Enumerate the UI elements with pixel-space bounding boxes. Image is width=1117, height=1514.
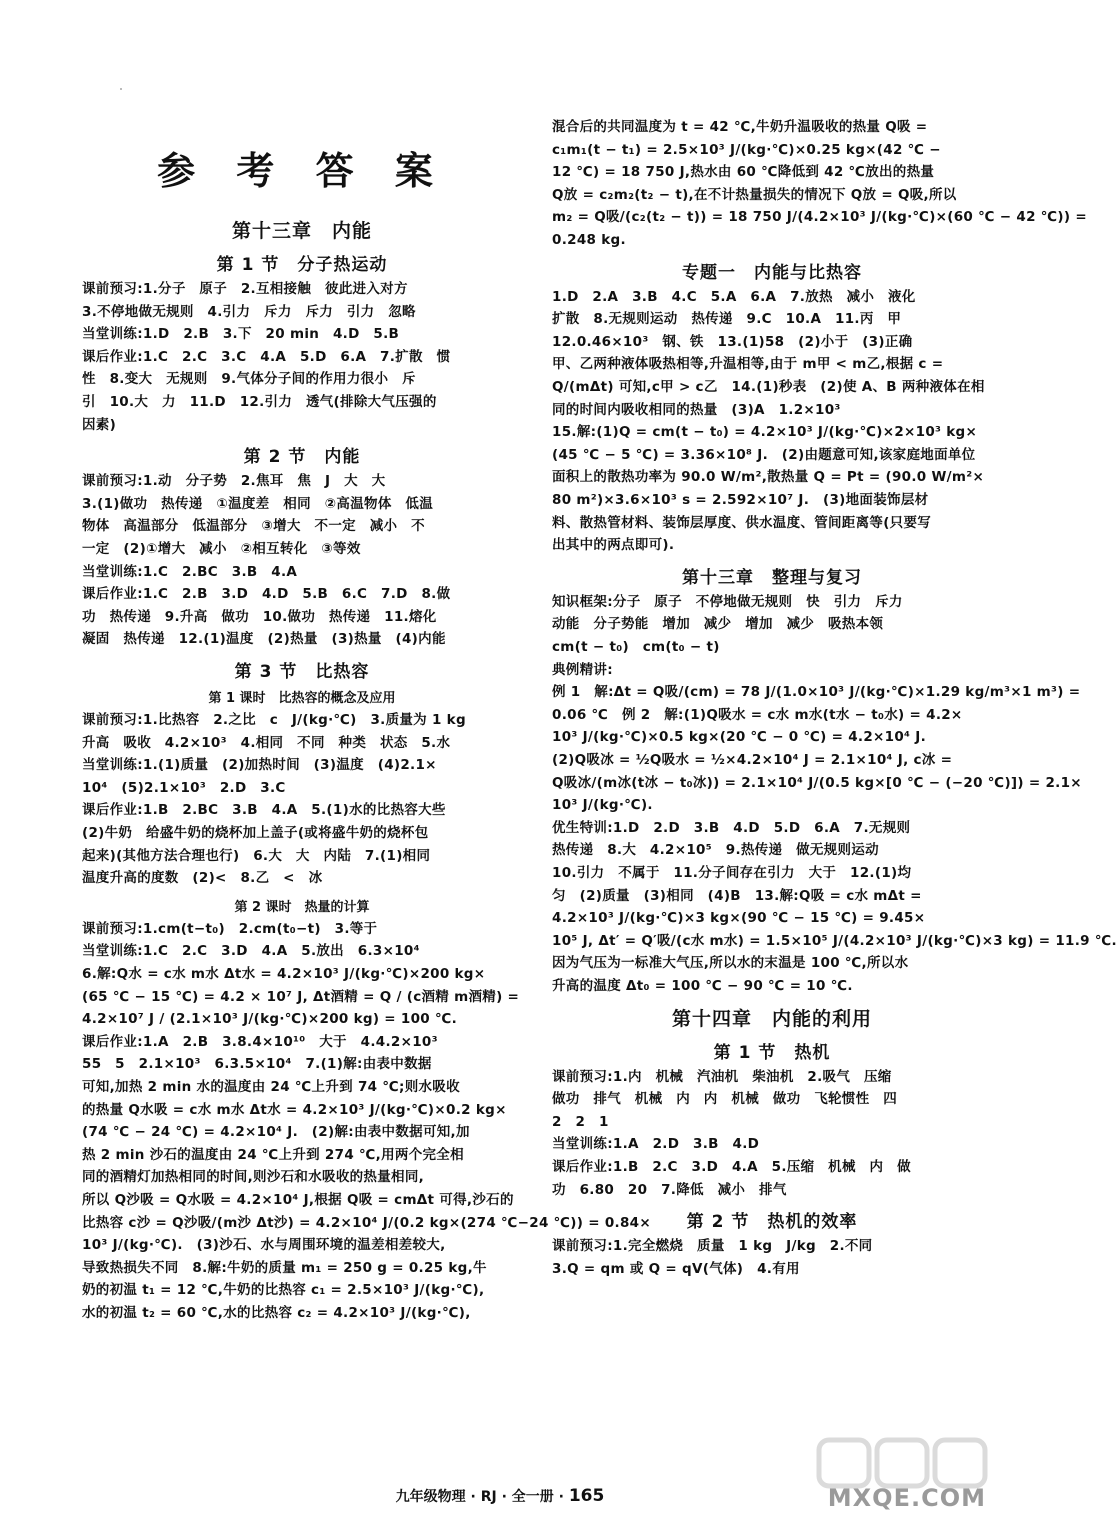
answer-line: 10⁵ J, Δt′ = Q′吸/(c水 m水) = 1.5×10⁵ J/(4.2×10³ J/(kg·℃)×3 kg) = 11.9 ℃. bbox=[552, 932, 1117, 949]
answer-line: 料、散热管材料、装饰层厚度、供水温度、管间距离等(只要写 bbox=[552, 514, 932, 531]
answer-line: 3.Q = qm 或 Q = qV(气体) 4.有用 bbox=[552, 1260, 800, 1277]
answer-line: 课前预习:1.cm(t−t₀) 2.cm(t₀−t) 3.等于 bbox=[82, 920, 378, 937]
section-heading: 专题一 内能与比热容 bbox=[682, 262, 862, 283]
answer-line: 12 ℃) = 18 750 J,热水由 60 ℃降低到 42 ℃放出的热量 bbox=[552, 164, 935, 181]
answer-line: 4.2×10⁷ J / (2.1×10³ J/(kg·℃)×200 kg) = 100 ℃. bbox=[82, 1011, 458, 1028]
answer-line: 功 热传递 9.升高 做功 10.做功 热传递 11.熔化 bbox=[82, 608, 437, 625]
answer-line: 当堂训练:1.D 2.B 3.下 20 min 4.D 5.B bbox=[82, 326, 400, 343]
answer-line: 同的酒精灯加热相同的时间,则沙石和水吸收的热量相同, bbox=[82, 1169, 425, 1186]
answer-line: 可知,加热 2 min 水的温度由 24 ℃上升到 74 ℃;则水吸收 bbox=[82, 1078, 460, 1095]
answer-line: 所以 Q沙吸 = Q水吸 = 4.2×10⁴ J,根据 Q吸 = cmΔt 可得,沙石的 bbox=[82, 1191, 514, 1208]
answer-text-block bbox=[82, 278, 522, 436]
answer-line: 课前预习:1.完全燃烧 质量 1 kg J/kg 2.不同 bbox=[552, 1238, 873, 1255]
answer-line: 凝固 热传递 12.(1)温度 (2)热量 (3)热量 (4)内能 bbox=[82, 631, 446, 648]
answer-line: 课后作业:1.B 2.BC 3.B 4.A 5.(1)水的比热容大些 bbox=[82, 802, 446, 819]
page-title: 参 考 答 案 bbox=[157, 148, 447, 193]
answer-line: 课前预习:1.内 机械 汽油机 柴油机 2.吸气 压缩 bbox=[552, 1068, 892, 1085]
answer-line: 匀 (2)质量 (3)相同 (4)B 13.解:Q吸 = c水 mΔt = bbox=[552, 887, 922, 904]
answer-line: 升高的温度 Δt₀ = 100 ℃ − 90 ℃ = 10 ℃. bbox=[552, 977, 853, 994]
answer-line: 当堂训练:1.C 2.BC 3.B 4.A bbox=[82, 563, 298, 580]
answer-line: 起来)(其他方法合理也行) 6.大 大 内陆 7.(1)相同 bbox=[82, 847, 431, 864]
chapter-heading: 第十四章 内能的利用 bbox=[671, 1007, 872, 1030]
answer-line: 导致热损失不同 8.解:牛奶的质量 m₁ = 250 g = 0.25 kg,牛 bbox=[82, 1259, 487, 1276]
answer-line: Q吸冰/(m冰(t冰 − t₀冰)) = 2.1×10⁴ J/(0.5 kg×[0 ℃ − (−20 ℃)]) = 2.1× bbox=[552, 774, 1082, 791]
answer-line: 55 5 2.1×10³ 6.3.5×10⁴ 7.(1)解:由表中数据 bbox=[82, 1056, 432, 1073]
answer-line: 同的时间内吸收相同的热量 (3)A 1.2×10³ bbox=[552, 401, 841, 418]
answer-line: 课后作业:1.A 2.B 3.8.4×10¹⁰ 大于 4.4.2×10³ bbox=[82, 1033, 438, 1050]
answer-line: 课前预习:1.分子 原子 2.互相接触 彼此进入对方 bbox=[82, 281, 408, 297]
answer-line: 奶的初温 t₁ = 12 ℃,牛奶的比热容 c₁ = 2.5×10³ J/(kg·℃), bbox=[82, 1282, 485, 1299]
answer-text-block bbox=[82, 709, 522, 890]
answer-line: 一定 (2)①增大 减小 ②相互转化 ③等效 bbox=[82, 540, 361, 557]
answer-line: 动能 分子势能 增加 减少 增加 减少 吸热本领 bbox=[552, 616, 884, 633]
answer-line: 的热量 Q水吸 = c水 m水 Δt水 = 4.2×10³ J/(kg·℃)×0.2 kg× bbox=[82, 1101, 507, 1118]
answer-line: (2)Q吸冰 = ½Q吸水 = ½×4.2×10⁴ J = 2.1×10⁴ J, c冰 = bbox=[552, 751, 953, 768]
answer-line: 80 m²)×3.6×10³ s = 2.592×10⁷ J. (3)地面装饰层材 bbox=[552, 491, 929, 508]
answer-line: 温度升高的度数 (2)< 8.乙 < 冰 bbox=[82, 870, 323, 887]
answer-text-block bbox=[552, 286, 992, 557]
answer-line: 2 2 1 bbox=[552, 1113, 609, 1130]
answer-line: 水的初温 t₂ = 60 ℃,水的比热容 c₂ = 4.2×10³ J/(kg·℃), bbox=[82, 1304, 471, 1321]
answer-line: Q/(mΔt) 可知,c甲 > c乙 14.(1)秒表 (2)使 A、B 两种液体在相 bbox=[552, 378, 985, 395]
answer-line: (74 ℃ − 24 ℃) = 4.2×10⁴ J. (2)解:由表中数据可知,加 bbox=[82, 1124, 470, 1141]
answer-text-block bbox=[552, 1235, 992, 1280]
answer-line: 10³ J/(kg·℃). bbox=[552, 797, 653, 814]
answer-line: 10³ J/(kg·℃)×0.5 kg×(20 ℃ − 0 ℃) = 4.2×10⁴ J. bbox=[552, 729, 927, 746]
answer-line: 升高 吸收 4.2×10³ 4.相同 不同 种类 状态 5.水 bbox=[82, 734, 451, 751]
answer-line: cm(t − t₀) cm(t₀ − t) bbox=[552, 638, 720, 655]
lesson-heading: 第 2 课时 热量的计算 bbox=[234, 899, 370, 915]
answer-line: 15.解:(1)Q = cm(t − t₀) = 4.2×10³ J/(kg·℃)×2×10³ kg× bbox=[552, 424, 978, 441]
answer-line: 做功 排气 机械 内 内 机械 做功 飞轮惯性 四 bbox=[552, 1091, 897, 1108]
answer-line: 课后作业:1.C 2.C 3.C 4.A 5.D 6.A 7.扩散 惯 bbox=[82, 348, 451, 365]
section-heading: 第 1 节 热机 bbox=[713, 1042, 831, 1063]
answer-line: 10³ J/(kg·℃). (3)沙石、水与周围环境的温差相差较大, bbox=[82, 1237, 446, 1254]
answer-text-block bbox=[82, 470, 522, 651]
answer-line: 4.2×10³ J/(kg·℃)×3 kg×(90 ℃ − 15 ℃) = 9.45× bbox=[552, 910, 926, 927]
lesson-heading: 第 1 课时 比热容的概念及应用 bbox=[208, 691, 396, 706]
answer-line: 当堂训练:1.(1)质量 (2)加热时间 (3)温度 (4)2.1× bbox=[82, 757, 437, 774]
footer-label: 九年级物理 · RJ · 全一册 · bbox=[395, 1489, 564, 1505]
answer-line: 物体 高温部分 低温部分 ③增大 不一定 减小 不 bbox=[82, 518, 425, 535]
answer-line: 12.0.46×10³ 钢、铁 13.(1)58 (2)小于 (3)正确 bbox=[552, 333, 913, 350]
answer-line: 面积上的散热功率为 90.0 W/m²,散热量 Q = Pt = (90.0 W/m²× bbox=[552, 469, 985, 486]
chapter-heading: 第十三章 内能 bbox=[231, 220, 372, 242]
answer-line: c₁m₁(t − t₁) = 2.5×10³ J/(kg·℃)×0.25 kg×(42 ℃ − bbox=[552, 141, 941, 158]
answer-line: 因素) bbox=[82, 416, 117, 433]
answer-line: 3.(1)做功 热传递 ①温度差 相同 ②高温物体 低温 bbox=[82, 495, 434, 512]
section-heading: 第 2 节 热机的效率 bbox=[686, 1212, 858, 1233]
answer-line: 功 6.80 20 7.降低 减小 排气 bbox=[552, 1181, 787, 1198]
answer-line: 扩散 8.无规则运动 热传递 9.C 10.A 11.丙 甲 bbox=[552, 311, 902, 328]
answer-line: 课前预习:1.比热容 2.之比 c J/(kg·℃) 3.质量为 1 kg bbox=[82, 712, 466, 728]
section-heading: 第 3 节 比热容 bbox=[234, 662, 370, 682]
section-heading: 第 1 节 分子热运动 bbox=[216, 255, 388, 275]
page-number: 165 bbox=[568, 1486, 605, 1506]
answer-line: 比热容 c沙 = Q沙吸/(m沙 Δt沙) = 4.2×10⁴ J/(0.2 kg×(274 ℃−24 ℃)) = 0.84× bbox=[82, 1214, 651, 1231]
answer-line: 出其中的两点即可). bbox=[552, 537, 675, 554]
section-heading: 第十三章 整理与复习 bbox=[682, 567, 862, 588]
answer-line: 6.解:Q水 = c水 m水 Δt水 = 4.2×10³ J/(kg·℃)×200 kg× bbox=[82, 965, 486, 982]
answer-line: 课前预习:1.动 分子势 2.焦耳 焦 J 大 大 bbox=[82, 473, 386, 490]
watermark-text: MXQE.COM bbox=[827, 1484, 986, 1512]
answer-line: 当堂训练:1.C 2.C 3.D 4.A 5.放出 6.3×10⁴ bbox=[82, 943, 420, 960]
section-heading: 第 2 节 内能 bbox=[243, 447, 361, 468]
answer-line: 性 8.变大 无规则 9.气体分子间的作用力很小 斥 bbox=[82, 371, 416, 388]
answer-line: 知识框架:分子 原子 不停地做无规则 快 引力 斥力 bbox=[552, 593, 903, 610]
answer-line: 典例精讲: bbox=[552, 661, 613, 678]
answer-line: 1.D 2.A 3.B 4.C 5.A 6.A 7.放热 减小 液化 bbox=[552, 288, 916, 305]
answer-line: Q放 = c₂m₂(t₂ − t),在不计热量损失的情况下 Q放 = Q吸,所以 bbox=[552, 186, 957, 203]
answer-text-block bbox=[552, 1066, 992, 1202]
answer-line: 混合后的共同温度为 t = 42 ℃,牛奶升温吸收的热量 Q吸 = bbox=[552, 119, 928, 135]
answer-line: 引 10.大 力 11.D 12.引力 透气(排除大气压强的 bbox=[82, 393, 437, 410]
answer-line: (45 ℃ − 5 ℃) = 3.36×10⁸ J. (2)由题意可知,该家庭地面单位 bbox=[552, 446, 976, 463]
answer-text-block bbox=[552, 116, 1087, 252]
answer-line: 0.248 kg. bbox=[552, 231, 626, 248]
answer-line: 热传递 8.大 4.2×10⁵ 9.热传递 做无规则运动 bbox=[552, 842, 879, 859]
answer-line: 因为气压为一标准大气压,所以水的末温是 100 ℃,所以水 bbox=[552, 955, 909, 972]
answer-line: 优生特训:1.D 2.D 3.B 4.D 5.D 6.A 7.无规则 bbox=[552, 819, 911, 836]
answer-line: 课后作业:1.B 2.C 3.D 4.A 5.压缩 机械 内 做 bbox=[552, 1158, 911, 1175]
answer-line: 例 1 解:Δt = Q吸/(cm) = 78 J/(1.0×10³ J/(kg·℃)×1.29 kg/m³×1 m³) = bbox=[552, 684, 1081, 701]
answer-line: 10.引力 不属于 11.分子间存在引力 大于 12.(1)均 bbox=[552, 864, 912, 881]
answer-text-block bbox=[552, 591, 1117, 998]
answer-line: (2)牛奶 给盛牛奶的烧杯加上盖子(或将盛牛奶的烧杯包 bbox=[82, 824, 429, 841]
answer-line: 0.06 ℃ 例 2 解:(1)Q吸水 = c水 m水(t水 − t₀水) = 4.2× bbox=[552, 706, 963, 723]
answer-line: 热 2 min 沙石的温度由 24 ℃上升到 274 ℃,用两个完全相 bbox=[82, 1146, 464, 1163]
scan-speck bbox=[120, 88, 122, 90]
answer-line: 10⁴ (5)2.1×10³ 2.D 3.C bbox=[82, 779, 286, 796]
answer-line: 甲、乙两种液体吸热相等,升温相等,由于 m甲 < m乙,根据 c = bbox=[552, 356, 944, 373]
answer-line: 3.不停地做无规则 4.引力 斥力 斥力 引力 忽略 bbox=[82, 303, 416, 320]
answer-line: 当堂训练:1.A 2.D 3.B 4.D bbox=[552, 1136, 760, 1153]
answer-line: 课后作业:1.C 2.B 3.D 4.D 5.B 6.C 7.D 8.做 bbox=[82, 586, 451, 603]
answer-line: (65 ℃ − 15 ℃) = 4.2 × 10⁷ J, Δt酒精 = Q / (c酒精 m酒精) = bbox=[82, 988, 520, 1005]
answer-line: m₂ = Q吸/(c₂(t₂ − t)) = 18 750 J/(4.2×10³ J/(kg·℃)×(60 ℃ − 42 ℃)) = bbox=[552, 209, 1087, 226]
